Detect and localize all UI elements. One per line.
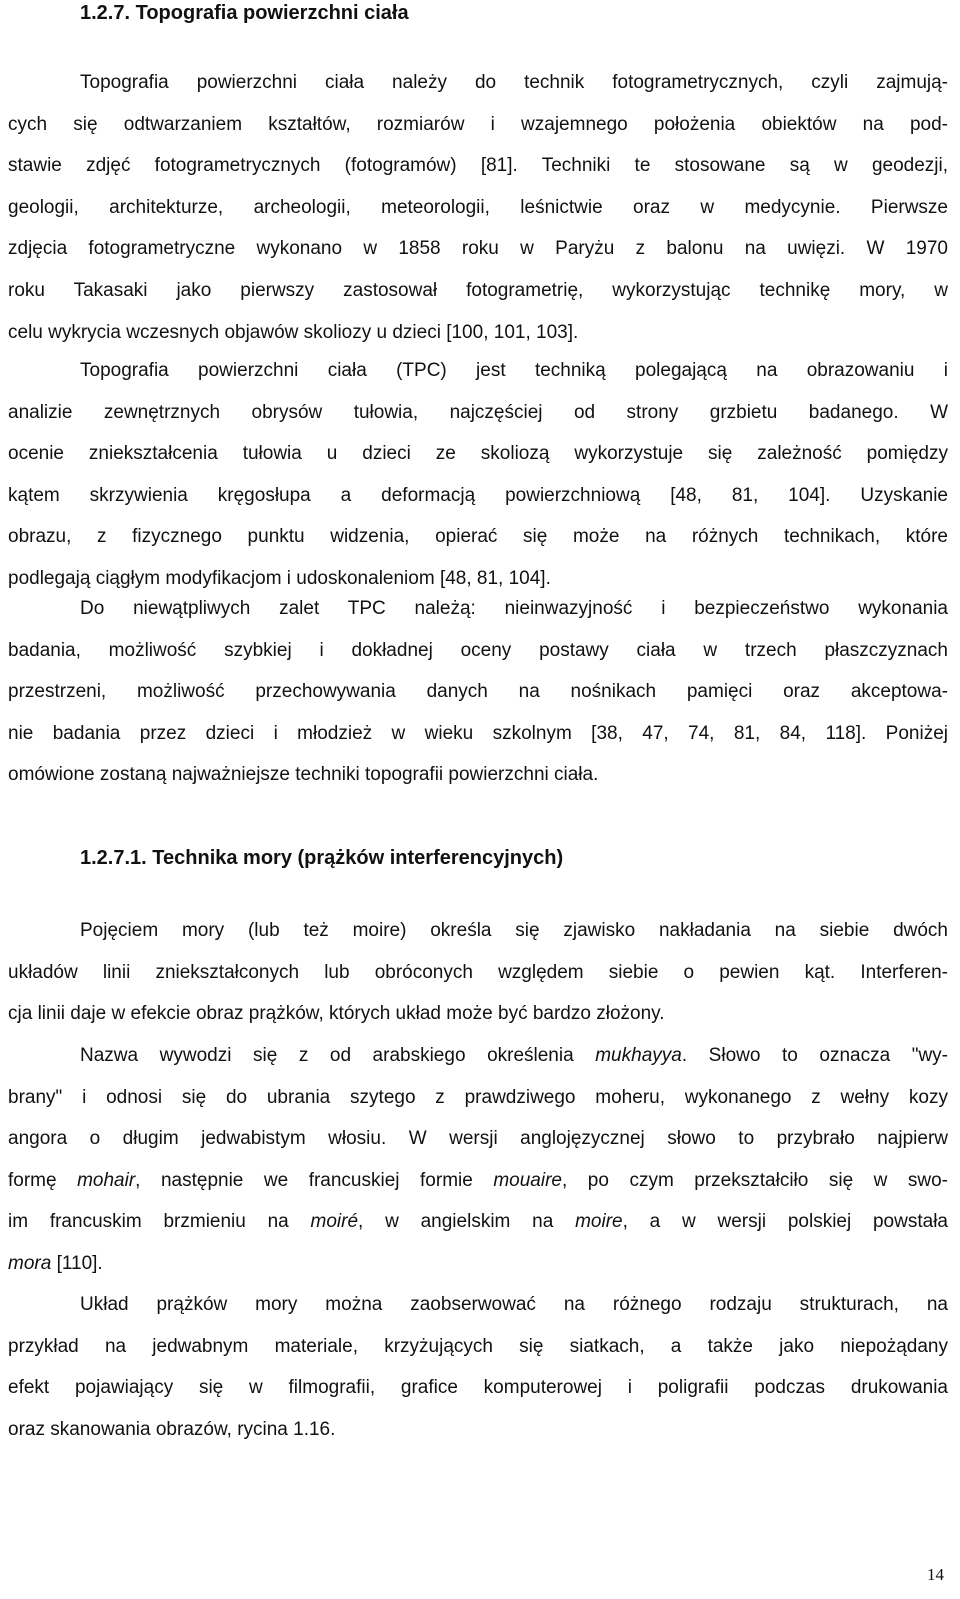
text-run: , po czym przekształciło się w swo- bbox=[562, 1169, 949, 1191]
paragraph-tpc bbox=[8, 350, 948, 600]
paragraph-line: cja linii daje w efekcie obraz prążków, których układ może być bardzo złożony. bbox=[8, 1003, 665, 1025]
paragraph-line: efekt pojawiający się w filmografii, grafice komputerowej i poligrafii podczas drukowania bbox=[8, 1377, 948, 1399]
paragraph-line: Układ prążków mory można zaobserwować na różnego rodzaju strukturach, na bbox=[80, 1294, 948, 1315]
paragraph-line bbox=[8, 1160, 948, 1202]
paragraph-line: Pojęciem mory (lub też moire) określa się zjawisko nakładania na siebie dwóch bbox=[80, 920, 948, 941]
paragraph-moire-definition bbox=[8, 910, 948, 1035]
paragraph-line: przestrzeni, możliwość przechowywania danych na nośnikach pamięci oraz akceptowa- bbox=[8, 681, 948, 703]
paragraph-line: cych się odtwarzaniem kształtów, rozmiarów i wzajemnego położenia obiektów na pod- bbox=[8, 113, 948, 135]
page-number: 14 bbox=[927, 1565, 944, 1584]
paragraph-line: układów linii zniekształconych lub obróconych względem siebie o pewien kąt. Interferen- bbox=[8, 961, 948, 983]
paragraph-line: podlegają ciągłym modyfikacjom i udoskonaleniom [48, 81, 104]. bbox=[8, 567, 551, 589]
paragraph-line bbox=[8, 1201, 948, 1243]
italic-term: mora bbox=[8, 1252, 52, 1274]
paragraph-line: Do niewątpliwych zalet TPC należą: nieinwazyjność i bezpieczeństwo wykonania bbox=[80, 598, 948, 619]
text-run: , w angielskim na bbox=[358, 1211, 576, 1233]
paragraph-line: angora o długim jedwabistym włosiu. W wersji anglojęzycznej słowo to przybrało najpierw bbox=[8, 1128, 948, 1150]
paragraph-line: Topografia powierzchni ciała należy do technik fotogrametrycznych, czyli zajmują- bbox=[80, 72, 948, 93]
paragraph-line: Topografia powierzchni ciała (TPC) jest techniką polegającą na obrazowaniu i bbox=[80, 360, 948, 381]
italic-term: mukhayya bbox=[595, 1045, 682, 1066]
paragraph-line: geologii, architekturze, archeologii, meteorologii, leśnictwie oraz w medycynie. Pierwsze bbox=[8, 196, 948, 218]
italic-term: moiré bbox=[310, 1211, 359, 1233]
paragraph-line: zdjęcia fotogrametryczne wykonano w 1858 roku w Paryżu z balonu na uwięzi. W 1970 bbox=[8, 238, 948, 260]
text-run: formę bbox=[8, 1169, 78, 1191]
paragraph-line: celu wykrycia wczesnych objawów skoliozy u dzieci [100, 101, 103]. bbox=[8, 321, 579, 343]
paragraph-line bbox=[8, 1243, 948, 1285]
text-run: im francuskim brzmieniu na bbox=[8, 1211, 311, 1233]
text-run: . Słowo to oznacza "wy- bbox=[681, 1045, 948, 1066]
paragraph-line: oraz skanowania obrazów, rycina 1.16. bbox=[8, 1418, 336, 1440]
subsection-heading: 1.2.7.1. Technika mory (prążków interferencyjnych) bbox=[80, 847, 564, 869]
paragraph-line bbox=[8, 1035, 948, 1077]
section-heading: 1.2.7. Topografia powierzchni ciała bbox=[80, 2, 409, 24]
paragraph-line: brany" i odnosi się do ubrania szytego z prawdziwego moheru, wykonanego z wełny kozy bbox=[8, 1086, 948, 1108]
text-run: Nazwa wywodzi się z od arabskiego określenia bbox=[80, 1045, 596, 1066]
paragraph-line: obrazu, z fizycznego punktu widzenia, opierać się może na różnych technikach, które bbox=[8, 526, 948, 548]
paragraph-line: badania, możliwość szybkiej i dokładnej oceny postawy ciała w trzech płaszczyznach bbox=[8, 639, 948, 661]
paragraph-moire-occurrence bbox=[8, 1284, 948, 1450]
paragraph-line: analizie zewnętrznych obrysów tułowia, najczęściej od strony grzbietu badanego. W bbox=[8, 401, 948, 423]
paragraph-line: kątem skrzywienia kręgosłupa a deformacją powierzchniową [48, 81, 104]. Uzyskanie bbox=[8, 484, 948, 506]
text-run: , a w wersji polskiej powstała bbox=[622, 1211, 948, 1233]
paragraph-advantages bbox=[8, 588, 948, 796]
text-run: [110]. bbox=[51, 1252, 103, 1274]
paragraph-etymology bbox=[8, 1035, 948, 1285]
italic-term: mohair bbox=[77, 1169, 136, 1191]
text-run: , następnie we francuskiej formie bbox=[135, 1169, 494, 1191]
italic-term: mouaire bbox=[493, 1169, 562, 1191]
italic-term: moire bbox=[575, 1211, 623, 1233]
paragraph-line: przykład na jedwabnym materiale, krzyżujących się siatkach, a także jako niepożądany bbox=[8, 1335, 948, 1357]
paragraph-line: roku Takasaki jako pierwszy zastosował fotogrametrię, wykorzystując technikę mory, w bbox=[8, 279, 948, 301]
paragraph-intro bbox=[8, 62, 948, 353]
paragraph-line: ocenie zniekształcenia tułowia u dzieci ze skoliozą wykorzystuje się zależność pomiędzy bbox=[8, 443, 948, 465]
paragraph-line: stawie zdjęć fotogrametrycznych (fotogramów) [81]. Techniki te stosowane są w geodezji, bbox=[8, 155, 948, 177]
paragraph-line: omówione zostaną najważniejsze techniki topografii powierzchni ciała. bbox=[8, 764, 599, 786]
paragraph-line: nie badania przez dzieci i młodzież w wieku szkolnym [38, 47, 74, 81, 84, 118]. Poniżej bbox=[8, 722, 948, 744]
